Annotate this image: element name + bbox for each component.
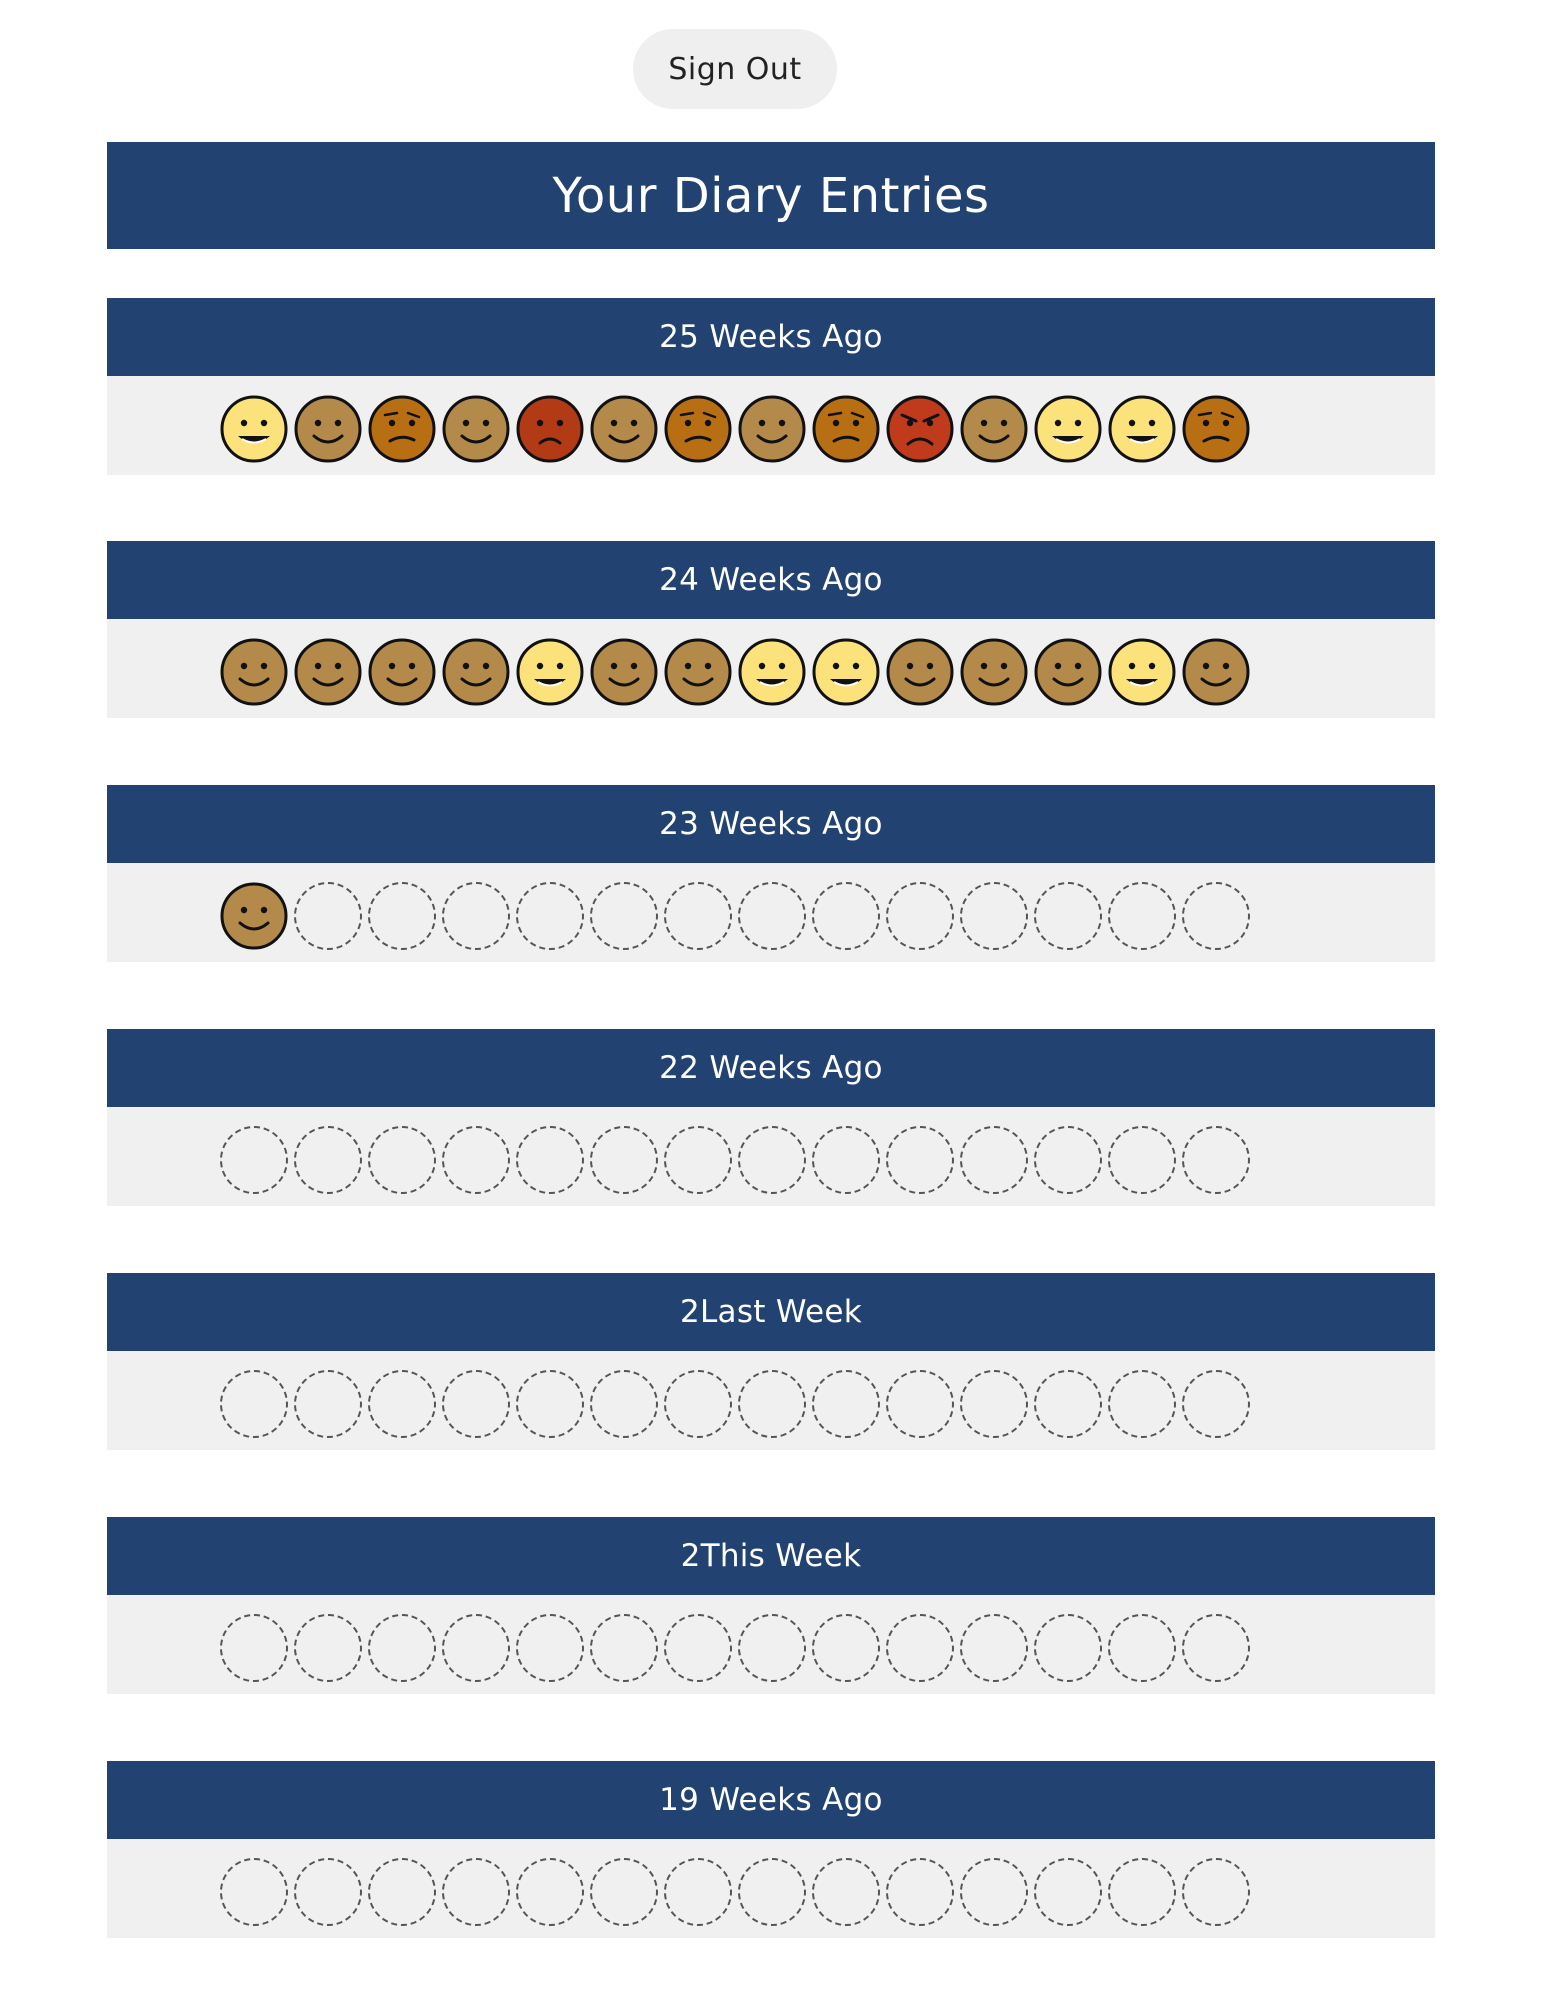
week-entries-row [107,863,1435,962]
empty-entry-slot[interactable] [1182,1614,1250,1682]
week-header: 2This Week [107,1517,1435,1595]
empty-entry-slot[interactable] [590,1614,658,1682]
content-face-icon [960,395,1028,463]
week-header: 19 Weeks Ago [107,1761,1435,1839]
empty-entry-slot[interactable] [1108,1858,1176,1926]
content-face-icon[interactable] [886,638,954,706]
week-header: 25 Weeks Ago [107,298,1435,376]
empty-entry-slot[interactable] [294,882,362,950]
empty-entry-slot[interactable] [220,1858,288,1926]
empty-entry-slot[interactable] [442,882,510,950]
content-face-icon[interactable] [590,395,658,463]
empty-entry-slot[interactable] [220,1126,288,1194]
empty-entry-slot[interactable] [1034,1370,1102,1438]
content-face-icon [220,882,288,950]
empty-entry-slot[interactable] [294,1858,362,1926]
empty-entry-slot[interactable] [590,1126,658,1194]
empty-entry-slot[interactable] [368,1614,436,1682]
empty-entry-slot[interactable] [368,882,436,950]
empty-entry-slot[interactable] [590,1370,658,1438]
content-face-icon[interactable] [960,638,1028,706]
empty-entry-slot[interactable] [664,1614,732,1682]
empty-entry-slot[interactable] [1108,882,1176,950]
content-face-icon [1034,638,1102,706]
happy-face-icon [220,395,288,463]
empty-entry-slot[interactable] [812,1858,880,1926]
happy-face-icon[interactable] [812,638,880,706]
happy-face-icon[interactable] [738,638,806,706]
empty-entry-slot[interactable] [812,882,880,950]
content-face-icon[interactable] [1182,638,1250,706]
empty-entry-slot[interactable] [1034,1614,1102,1682]
empty-entry-slot[interactable] [1182,1126,1250,1194]
happy-face-icon[interactable] [1108,395,1176,463]
empty-entry-slot[interactable] [812,1126,880,1194]
week-header: 22 Weeks Ago [107,1029,1435,1107]
content-face-icon[interactable] [294,638,362,706]
content-face-icon [590,395,658,463]
meh-face-icon[interactable] [368,395,436,463]
sad-face-icon[interactable] [516,395,584,463]
empty-entry-slot[interactable] [664,1126,732,1194]
week-section [107,541,1435,718]
content-face-icon [590,638,658,706]
content-face-icon[interactable] [960,395,1028,463]
empty-entry-slot[interactable] [886,882,954,950]
empty-entry-slot[interactable] [886,1370,954,1438]
empty-entry-slot[interactable] [442,1370,510,1438]
empty-entry-slot[interactable] [294,1126,362,1194]
week-section [107,1029,1435,1206]
content-face-icon [1182,638,1250,706]
empty-entry-slot[interactable] [886,1858,954,1926]
meh-face-icon[interactable] [664,395,732,463]
week-section [107,1273,1435,1450]
week-entries-row [107,1595,1435,1694]
week-section [107,785,1435,962]
empty-entry-slot[interactable] [960,1126,1028,1194]
week-entries-row [107,619,1435,718]
empty-entry-slot[interactable] [1034,1126,1102,1194]
angry-face-icon[interactable] [886,395,954,463]
sad-face-icon [516,395,584,463]
empty-entry-slot[interactable] [294,1370,362,1438]
empty-entry-slot[interactable] [738,1614,806,1682]
meh-face-icon [812,395,880,463]
empty-entry-slot[interactable] [516,882,584,950]
happy-face-icon[interactable] [220,395,288,463]
empty-entry-slot[interactable] [812,1614,880,1682]
empty-entry-slot[interactable] [516,1370,584,1438]
empty-entry-slot[interactable] [886,1614,954,1682]
empty-entry-slot[interactable] [368,1126,436,1194]
happy-face-icon[interactable] [1034,395,1102,463]
week-header: 23 Weeks Ago [107,785,1435,863]
empty-entry-slot[interactable] [368,1370,436,1438]
happy-face-icon [1108,638,1176,706]
sign-out-button[interactable]: Sign Out [633,29,837,109]
empty-entry-slot[interactable] [960,1858,1028,1926]
content-face-icon [294,395,362,463]
content-face-icon [886,638,954,706]
content-face-icon[interactable] [220,638,288,706]
meh-face-icon [1182,395,1250,463]
empty-entry-slot[interactable] [960,882,1028,950]
content-face-icon [294,638,362,706]
empty-entry-slot[interactable] [812,1370,880,1438]
content-face-icon [442,638,510,706]
empty-entry-slot[interactable] [960,1370,1028,1438]
empty-entry-slot[interactable] [368,1858,436,1926]
content-face-icon[interactable] [368,638,436,706]
empty-entry-slot[interactable] [1108,1126,1176,1194]
empty-entry-slot[interactable] [960,1614,1028,1682]
empty-entry-slot[interactable] [220,1614,288,1682]
week-entries-row [107,376,1435,475]
content-face-icon [664,638,732,706]
empty-entry-slot[interactable] [516,1614,584,1682]
content-face-icon[interactable] [294,395,362,463]
empty-entry-slot[interactable] [442,1858,510,1926]
week-entries-row [107,1107,1435,1206]
content-face-icon[interactable] [738,395,806,463]
empty-entry-slot[interactable] [1034,882,1102,950]
page-title: Your Diary Entries [107,142,1435,249]
meh-face-icon[interactable] [812,395,880,463]
happy-face-icon[interactable] [516,638,584,706]
empty-entry-slot[interactable] [1182,882,1250,950]
happy-face-icon [1108,395,1176,463]
content-face-icon[interactable] [664,638,732,706]
empty-entry-slot[interactable] [738,1370,806,1438]
empty-entry-slot[interactable] [664,1370,732,1438]
angry-face-icon [886,395,954,463]
week-entries-row [107,1351,1435,1450]
empty-entry-slot[interactable] [1034,1858,1102,1926]
empty-entry-slot[interactable] [442,1126,510,1194]
week-section [107,298,1435,475]
meh-face-icon[interactable] [1182,395,1250,463]
content-face-icon [960,638,1028,706]
content-face-icon[interactable] [1034,638,1102,706]
content-face-icon [442,395,510,463]
content-face-icon[interactable] [442,638,510,706]
content-face-icon [220,638,288,706]
empty-entry-slot[interactable] [1182,1370,1250,1438]
week-header: 24 Weeks Ago [107,541,1435,619]
empty-entry-slot[interactable] [516,1126,584,1194]
meh-face-icon [368,395,436,463]
empty-entry-slot[interactable] [1108,1370,1176,1438]
empty-entry-slot[interactable] [294,1614,362,1682]
empty-entry-slot[interactable] [516,1858,584,1926]
content-face-icon[interactable] [590,638,658,706]
week-header: 2Last Week [107,1273,1435,1351]
empty-entry-slot[interactable] [442,1614,510,1682]
content-face-icon[interactable] [220,882,288,950]
empty-entry-slot[interactable] [590,882,658,950]
empty-entry-slot[interactable] [664,1858,732,1926]
empty-entry-slot[interactable] [664,882,732,950]
meh-face-icon [664,395,732,463]
week-entries-row [107,1839,1435,1938]
week-section [107,1517,1435,1694]
happy-face-icon [1034,395,1102,463]
happy-face-icon [812,638,880,706]
content-face-icon[interactable] [442,395,510,463]
empty-entry-slot[interactable] [1108,1614,1176,1682]
empty-entry-slot[interactable] [1182,1858,1250,1926]
empty-entry-slot[interactable] [220,1370,288,1438]
empty-entry-slot[interactable] [886,1126,954,1194]
empty-entry-slot[interactable] [738,1858,806,1926]
empty-entry-slot[interactable] [738,1126,806,1194]
content-face-icon [738,395,806,463]
empty-entry-slot[interactable] [590,1858,658,1926]
empty-entry-slot[interactable] [738,882,806,950]
happy-face-icon [516,638,584,706]
happy-face-icon [738,638,806,706]
happy-face-icon[interactable] [1108,638,1176,706]
content-face-icon [368,638,436,706]
week-section [107,1761,1435,1938]
